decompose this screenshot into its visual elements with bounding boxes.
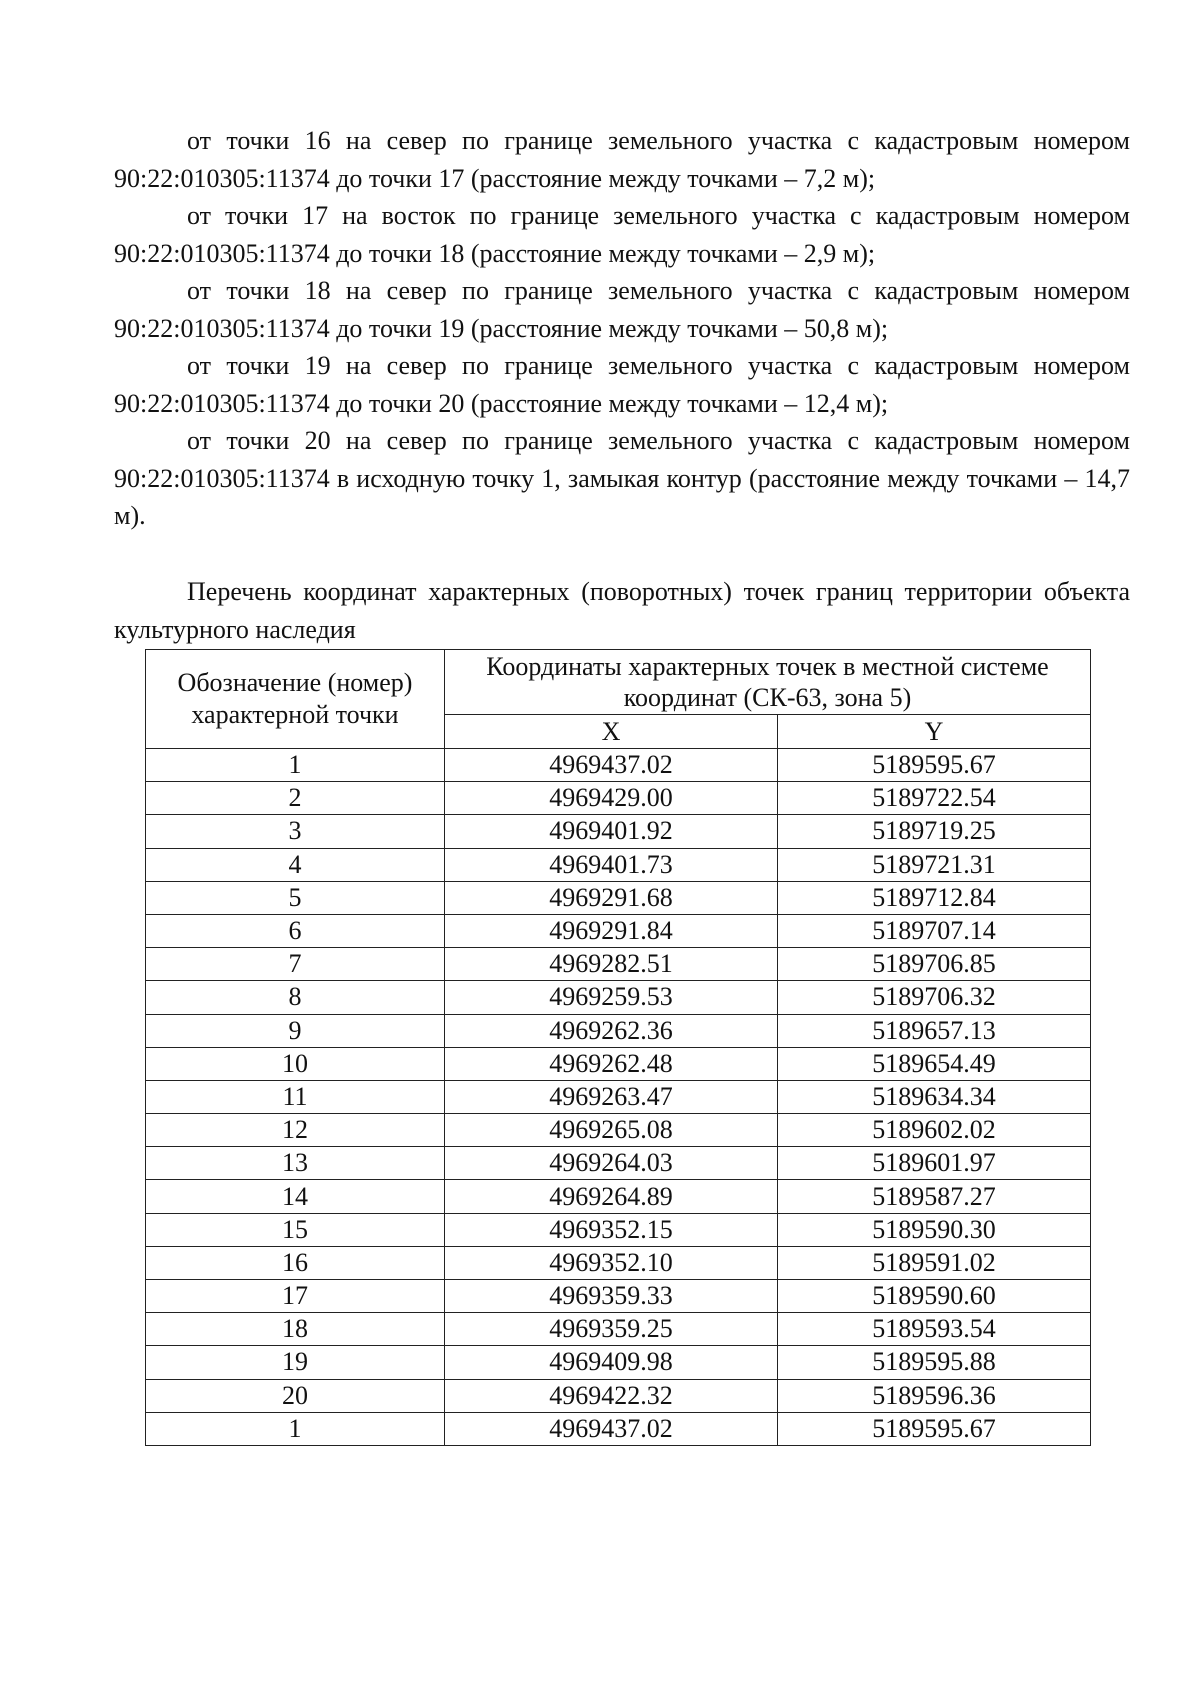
cell-x: 4969265.08 [445, 1114, 778, 1147]
cell-point: 19 [146, 1346, 445, 1379]
table-row [146, 815, 1091, 848]
cell-x: 4969291.68 [445, 881, 778, 914]
cell-x: 4969352.10 [445, 1246, 778, 1279]
cell-x: 4969259.53 [445, 981, 778, 1014]
cell-point: 12 [146, 1114, 445, 1147]
cell-y: 5189602.02 [778, 1114, 1091, 1147]
cell-y: 5189596.36 [778, 1379, 1091, 1412]
cell-y: 5189706.85 [778, 948, 1091, 981]
table-row [146, 981, 1091, 1014]
table-row [146, 1047, 1091, 1080]
table-row [146, 848, 1091, 881]
paragraph: от точки 17 на восток по границе земельного участка с кадастровым номером 90:22:010305:11374 до точки 18 (расстояние между точками – 2,9 м); [114, 201, 1130, 268]
cell-point: 17 [146, 1280, 445, 1313]
table-row [146, 1313, 1091, 1346]
cell-point: 1 [146, 749, 445, 782]
cell-x: 4969352.15 [445, 1213, 778, 1246]
cell-x: 4969422.32 [445, 1379, 778, 1412]
cell-x: 4969282.51 [445, 948, 778, 981]
cell-x: 4969437.02 [445, 1412, 778, 1445]
cell-y: 5189707.14 [778, 914, 1091, 947]
table-row [146, 1147, 1091, 1180]
cell-x: 4969262.48 [445, 1047, 778, 1080]
cell-y: 5189587.27 [778, 1180, 1091, 1213]
cell-point: 4 [146, 848, 445, 881]
cell-x: 4969359.33 [445, 1280, 778, 1313]
cell-point: 11 [146, 1080, 445, 1113]
cell-point: 2 [146, 782, 445, 815]
cell-point: 20 [146, 1379, 445, 1412]
cell-point: 5 [146, 881, 445, 914]
paragraph: от точки 18 на север по границе земельного участка с кадастровым номером 90:22:010305:11374 до точки 19 (расстояние между точками – 50,8 м); [114, 276, 1130, 343]
cell-y: 5189595.67 [778, 749, 1091, 782]
cell-y: 5189601.97 [778, 1147, 1091, 1180]
cell-y: 5189591.02 [778, 1246, 1091, 1279]
cell-x: 4969437.02 [445, 749, 778, 782]
table-row [146, 948, 1091, 981]
cell-y: 5189590.30 [778, 1213, 1091, 1246]
header-x: X [445, 715, 778, 749]
cell-x: 4969264.03 [445, 1147, 778, 1180]
paragraph: от точки 19 на север по границе земельного участка с кадастровым номером 90:22:010305:11374 до точки 20 (расстояние между точками – 12,4 м); [114, 351, 1130, 418]
cell-y: 5189706.32 [778, 981, 1091, 1014]
table-row [146, 1180, 1091, 1213]
table-row [146, 1346, 1091, 1379]
cell-point: 14 [146, 1180, 445, 1213]
table-row [146, 1114, 1091, 1147]
cell-y: 5189654.49 [778, 1047, 1091, 1080]
cell-x: 4969401.92 [445, 815, 778, 848]
cell-x: 4969409.98 [445, 1346, 778, 1379]
cell-y: 5189634.34 [778, 1080, 1091, 1113]
cell-x: 4969429.00 [445, 782, 778, 815]
boundary-description [114, 122, 1130, 535]
cell-point: 16 [146, 1246, 445, 1279]
cell-point: 6 [146, 914, 445, 947]
cell-y: 5189721.31 [778, 848, 1091, 881]
cell-point: 1 [146, 1412, 445, 1445]
coordinates-table [145, 649, 1091, 1446]
cell-y: 5189595.88 [778, 1346, 1091, 1379]
cell-point: 9 [146, 1014, 445, 1047]
table-row [146, 1213, 1091, 1246]
cell-point: 13 [146, 1147, 445, 1180]
cell-point: 10 [146, 1047, 445, 1080]
table-row [146, 1280, 1091, 1313]
table-row [146, 1080, 1091, 1113]
table-row [146, 1412, 1091, 1445]
table-row [146, 1246, 1091, 1279]
cell-y: 5189657.13 [778, 1014, 1091, 1047]
table-row [146, 1014, 1091, 1047]
cell-y: 5189722.54 [778, 782, 1091, 815]
paragraph: от точки 16 на север по границе земельного участка с кадастровым номером 90:22:010305:11374 до точки 17 (расстояние между точками – 7,2 м); [114, 126, 1130, 193]
cell-y: 5189712.84 [778, 881, 1091, 914]
paragraph: от точки 20 на север по границе земельного участка с кадастровым номером 90:22:010305:11374 в исходную точку 1, замыкая контур (расстояние между точками – 14,7 м). [114, 426, 1130, 530]
cell-point: 18 [146, 1313, 445, 1346]
cell-point: 7 [146, 948, 445, 981]
table-row [146, 881, 1091, 914]
header-coordinates: Координаты характерных точек в местной системе координат (СК-63, зона 5) [445, 650, 1091, 715]
cell-x: 4969401.73 [445, 848, 778, 881]
cell-point: 8 [146, 981, 445, 1014]
table-row [146, 782, 1091, 815]
cell-y: 5189719.25 [778, 815, 1091, 848]
cell-y: 5189590.60 [778, 1280, 1091, 1313]
cell-x: 4969359.25 [445, 1313, 778, 1346]
cell-x: 4969262.36 [445, 1014, 778, 1047]
table-row [146, 1379, 1091, 1412]
cell-x: 4969263.47 [445, 1080, 778, 1113]
table-body [146, 749, 1091, 1446]
table-row [146, 914, 1091, 947]
cell-x: 4969264.89 [445, 1180, 778, 1213]
cell-y: 5189595.67 [778, 1412, 1091, 1445]
table-row [146, 749, 1091, 782]
header-point-designation: Обозначение (номер) характерной точки [146, 650, 445, 749]
cell-y: 5189593.54 [778, 1313, 1091, 1346]
cell-x: 4969291.84 [445, 914, 778, 947]
cell-point: 15 [146, 1213, 445, 1246]
cell-point: 3 [146, 815, 445, 848]
table-caption: Перечень координат характерных (поворотных) точек границ территории объекта культурного наследия [114, 577, 1130, 644]
header-y: Y [778, 715, 1091, 749]
